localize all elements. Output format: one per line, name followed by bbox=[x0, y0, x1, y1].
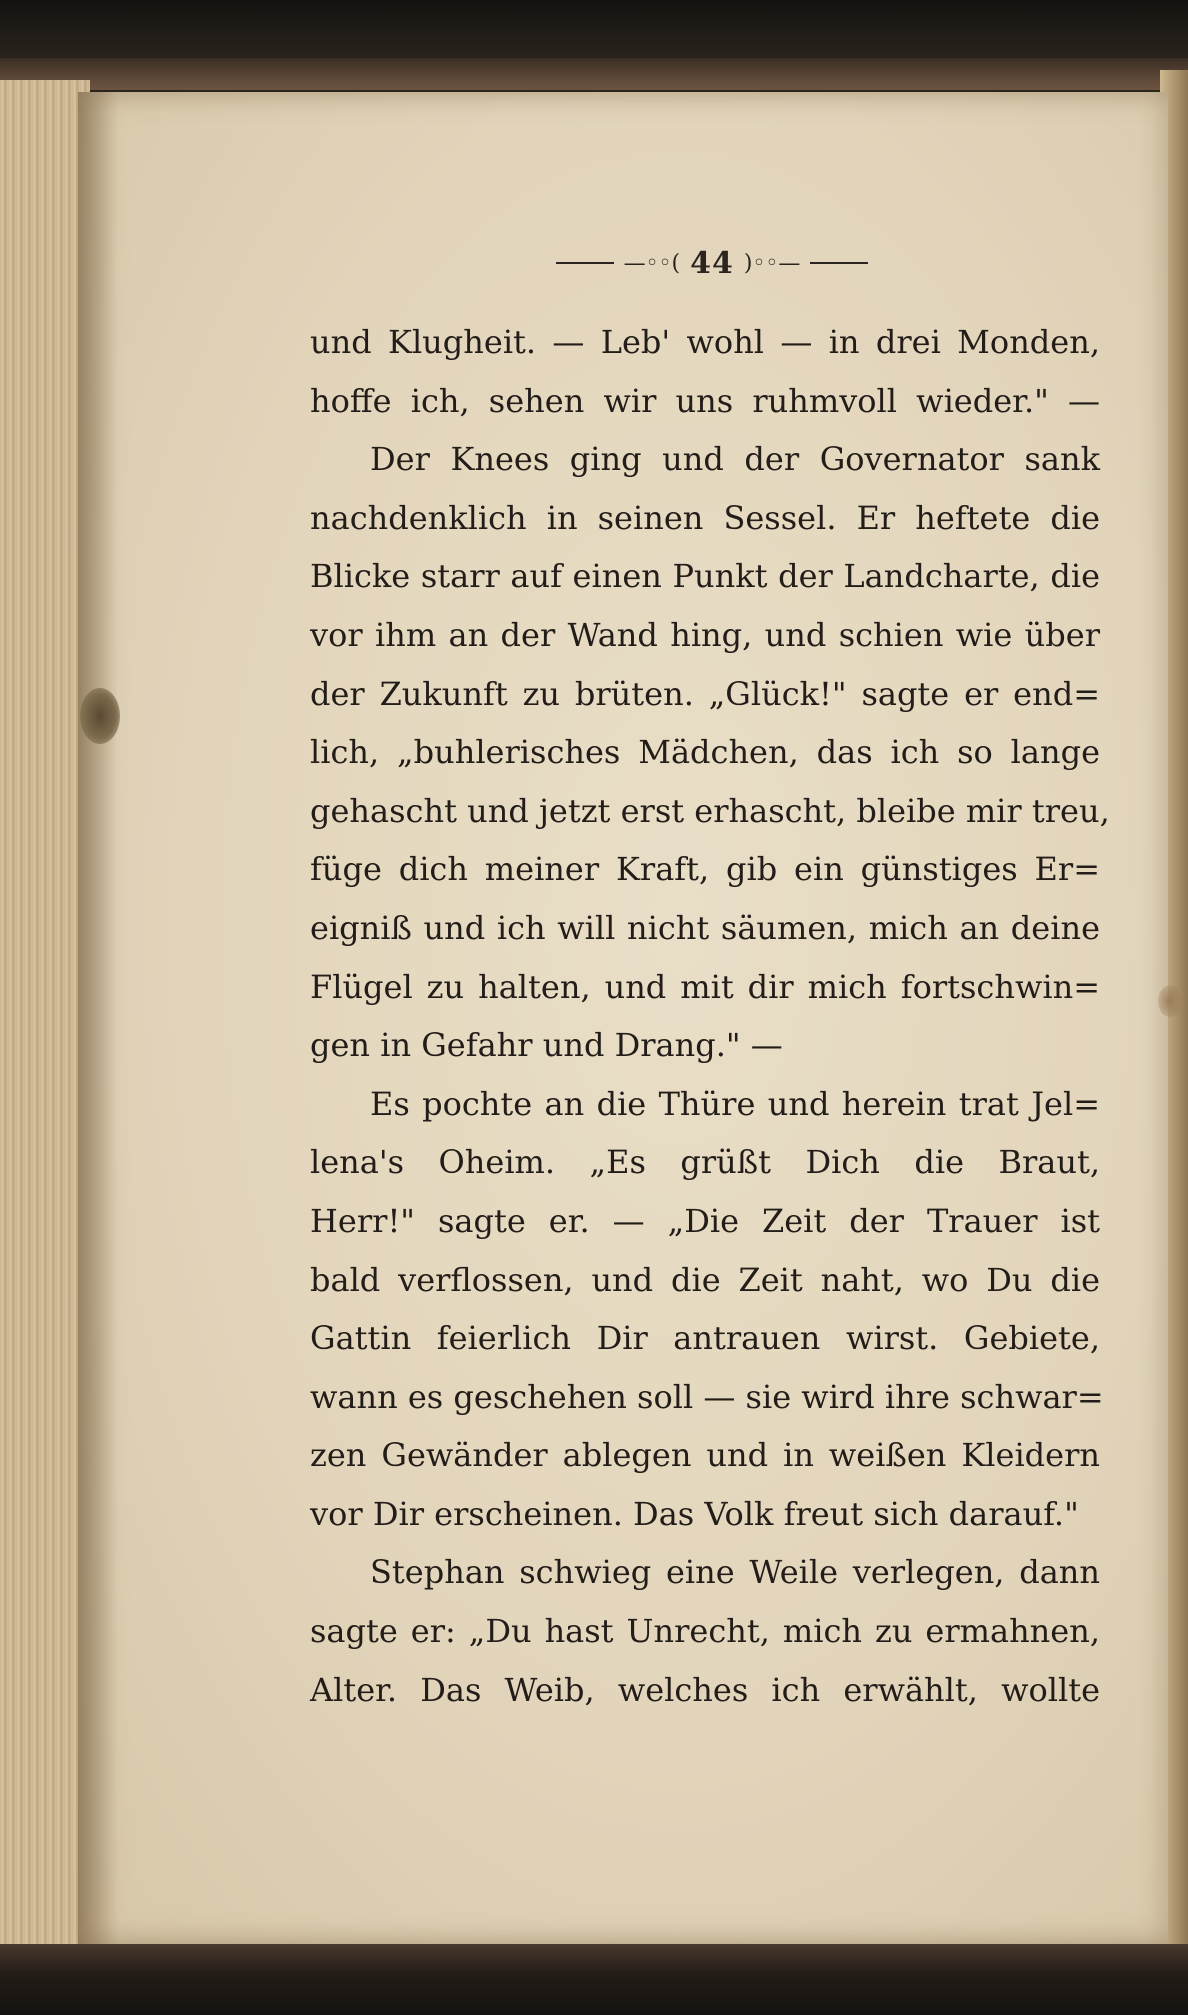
page-stain bbox=[80, 688, 120, 744]
text-line: vor ihm an der Wand hing, und schien wie über bbox=[310, 615, 1100, 654]
text-line: bald verflossen, und die Zeit naht, wo Du die bbox=[310, 1260, 1100, 1299]
header-rule-left bbox=[556, 262, 614, 264]
text-line: zen Gewänder ablegen und in weißen Kleidern bbox=[310, 1436, 1100, 1475]
text-line: füge dich meiner Kraft, gib ein günstiges Er= bbox=[310, 850, 1100, 889]
text-line: Der Knees ging und der Governator sank bbox=[370, 440, 1100, 479]
text-line: vor Dir erscheinen. Das Volk freut sich darauf." bbox=[310, 1494, 1079, 1533]
text-line: nachdenklich in seinen Sessel. Er heftete die bbox=[310, 498, 1100, 537]
text-line: Gattin feierlich Dir antrauen wirst. Gebiete, bbox=[310, 1319, 1100, 1358]
header-ornament-left: —◦◦( bbox=[623, 250, 681, 276]
text-line: Herr!" sagte er. — „Die Zeit der Trauer ist bbox=[310, 1201, 1100, 1240]
text-line: Flügel zu halten, und mit dir mich fortschwin= bbox=[310, 967, 1100, 1006]
text-line: gen in Gefahr und Drang." — bbox=[310, 1026, 783, 1065]
text-line: sagte er: „Du hast Unrecht, mich zu ermahnen, bbox=[310, 1612, 1100, 1651]
book-cover-edge-bottom bbox=[0, 1944, 1188, 2015]
text-line: wann es geschehen soll — sie wird ihre schwar= bbox=[310, 1377, 1104, 1416]
text-line: Blicke starr auf einen Punkt der Landcharte, die bbox=[310, 557, 1100, 596]
body-text bbox=[310, 313, 1110, 1719]
text-line: der Zukunft zu brüten. „Glück!" sagte er end= bbox=[310, 674, 1100, 713]
text-line: lich, „buhlerisches Mädchen, das ich so lange bbox=[310, 733, 1100, 772]
page-stain-right bbox=[1158, 985, 1182, 1017]
header-ornament-right: )◦◦— bbox=[743, 250, 801, 276]
spine-shadow bbox=[78, 92, 118, 1944]
page-stack-left bbox=[0, 80, 90, 1950]
text-line: Alter. Das Weib, welches ich erwählt, wollte bbox=[310, 1670, 1100, 1709]
text-line: und Klugheit. — Leb' wohl — in drei Monden, bbox=[310, 323, 1100, 361]
page-header bbox=[552, 243, 872, 283]
text-line: Es pochte an die Thüre und herein trat Jel= bbox=[370, 1084, 1100, 1123]
text-line: gehascht und jetzt erst erhascht, bleibe mir treu, bbox=[310, 791, 1110, 830]
book-cover-edge-top bbox=[0, 58, 1188, 90]
text-line: eigniß und ich will nicht säumen, mich an deine bbox=[310, 908, 1100, 947]
text-line: lena's Oheim. „Es grüßt Dich die Braut, bbox=[310, 1143, 1100, 1182]
header-rule-right bbox=[810, 262, 868, 264]
page-number: 44 bbox=[690, 245, 734, 281]
text-line: hoffe ich, sehen wir uns ruhmvoll wieder." — bbox=[310, 381, 1100, 420]
text-line: Stephan schwieg eine Weile verlegen, dann bbox=[370, 1553, 1100, 1592]
